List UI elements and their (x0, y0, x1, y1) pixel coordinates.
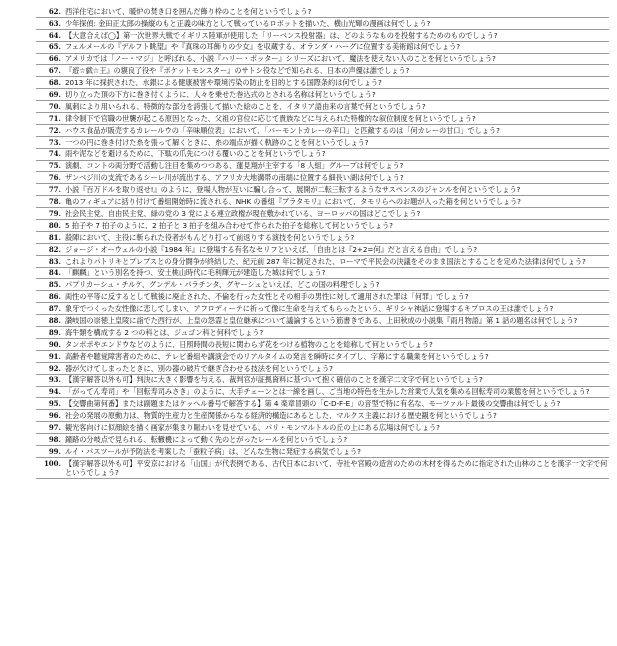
question-row (36, 291, 609, 303)
question-text: 5 拍子や 7 拍子のように、2 拍子と 3 拍子を組み合わせて作られた拍子を総称して何というでしょう? (65, 220, 393, 230)
question-row (36, 410, 609, 422)
question-number: 100. (43, 458, 61, 468)
question-number: 66. (48, 54, 61, 64)
question-text: ルイ・パスツールが予防法を考案した「蚕粒子病」は、どんな生物に発症する病気でしょう? (65, 446, 361, 456)
question-number: 71. (48, 113, 61, 123)
question-row (36, 446, 609, 458)
question-row (36, 30, 609, 42)
question-number: 63. (48, 18, 61, 28)
question-row (36, 363, 609, 375)
question-text: 海牛類を構成する 2 つの科とは、ジュゴン科と何科でしょう? (65, 327, 264, 337)
question-number: 78. (48, 197, 61, 207)
question-text: 演劇、コントの両分野で活動し注目を集めつつある、蓮見翔が主宰する「8 人組」グループは何でしょう? (65, 161, 404, 171)
question-row (36, 42, 609, 54)
question-row (36, 172, 609, 184)
question-row (36, 375, 609, 387)
question-row (36, 339, 609, 351)
question-row (36, 232, 609, 244)
question-text: 殺陣において、主役に斬られた役者がもんどり打って前返りする演技を何というでしょう? (65, 232, 355, 242)
question-number: 70. (48, 101, 61, 111)
question-row (36, 220, 609, 232)
question-text: フェルメールの『デルフト眺望』や『真珠の耳飾りの少女』を収蔵する、オランダ・ハーグに位置する美術館は何でしょう? (65, 42, 460, 52)
question-row (36, 125, 609, 137)
question-row (36, 434, 609, 446)
question-row (36, 137, 609, 149)
question-number: 62. (48, 6, 61, 16)
question-row (36, 315, 609, 327)
question-number: 82. (48, 244, 61, 254)
question-row (36, 54, 609, 66)
question-row (36, 303, 609, 315)
question-row (36, 149, 609, 161)
question-row (36, 101, 609, 113)
question-row (36, 196, 609, 208)
question-text: 鐘路の分岐点で見られる、転轍機によって動く先のとがったレールを何というでしょう? (65, 434, 347, 444)
question-text: アメリカでは「ノー・マジ」と呼ばれる、小説『ハリー・ポッター』シリーズにおいて、魔法を使えない人のことを何というでしょう? (65, 54, 496, 64)
question-number: 84. (48, 268, 61, 278)
question-text: 西洋住宅において、暖炉の焚き口を囲んだ飾り枠のことを何というでしょう? (65, 6, 312, 16)
question-row (36, 398, 609, 410)
question-row (36, 268, 609, 280)
question-row (36, 89, 609, 101)
question-number: 99. (48, 446, 61, 456)
question-text: タンポポやエンドウなどのように、日照時間の長短に関わらず花をつける植物のことを総称して何というでしょう? (65, 339, 433, 349)
question-number: 94. (48, 387, 61, 397)
question-number: 85. (48, 280, 61, 290)
question-text: ザンベジ川の支流であるシーレ川が流出する、アフリカ大地溝帯の南端に位置する細長い湖は何でしょう? (65, 173, 404, 183)
question-text: ジョージ・オーウェルの小説『1984 年』に登場する有名なセリフといえば、「自由とは『2+2=何』だと言える自由」でしょう? (65, 244, 478, 254)
question-number: 73. (48, 137, 61, 147)
question-row (36, 65, 609, 77)
question-text: 讃岐国の崇徳上皇陵に詣でた西行が、上皇の怨霊と皇位継承について議論するという筋書きである、上田秋成の小説集『雨月物語』第 1 話の題名は何でしょう? (65, 315, 578, 325)
question-number: 79. (48, 208, 61, 218)
question-number: 80. (48, 220, 61, 230)
question-text: 高齢者や聴覚障害者のために、テレビ番組や講演会でのリアルタイムの発言を瞬時にタイプし、字幕にする職業を何というでしょう? (65, 351, 489, 361)
question-row (36, 161, 609, 173)
question-row (36, 184, 609, 196)
question-number: 96. (48, 411, 61, 421)
question-number: 74. (48, 149, 61, 159)
question-number: 76. (48, 173, 61, 183)
question-text: 社会民主党、自由民主党、緑の党の 3 党による連立政権が現在敷かれている、ヨーロッパの国はどこでしょう? (65, 208, 421, 218)
question-number: 69. (48, 90, 61, 100)
question-row (36, 387, 609, 399)
question-number: 87. (48, 304, 61, 314)
question-text: 亀のフィギュアに括り付けて番組開始時に流される、NHK の番組『ブラタモリ』において、タモリらへのお題が入った箱を何というでしょう? (65, 197, 521, 207)
question-text: 律令制下で官職の世襲が起こる原因となった、父祖の官位に応じて貴族などに与えられた特権的な叙位制度を何というでしょう? (65, 113, 476, 123)
question-text: 『遊☆戯☆王』の貘良了役や『ポケットモンスター』のサトシ役などで知られる、日本の声優は誰でしょう? (65, 66, 410, 76)
question-text: これよりパトリキとプレブスとの身分闘争が終結した、紀元前 287 年に制定された、ローマで平民会の決議をそのまま国法とすることを定めた法律は何でしょう? (65, 256, 586, 266)
question-text: 雨や泥などを避けるために、下駄の爪先につける覆いのことを何というでしょう? (65, 149, 326, 159)
question-row (36, 18, 609, 30)
question-number: 81. (48, 232, 61, 242)
question-number: 77. (48, 185, 61, 195)
question-number: 72. (48, 125, 61, 135)
question-row (36, 77, 609, 89)
question-row (36, 256, 609, 268)
question-text: 【漢字解答以外も可】判決に大きく影響を与える、裁判官が証拠資料に基づいて抱く確信のことを漢字二文字で何というでしょう? (65, 375, 483, 385)
question-row (36, 208, 609, 220)
question-text: 象牙でつくった女性像に恋してしまい、アフロディーテに祈って像に生命を与えてもらったという、ギリシャ神話に登場するキプロスの王は誰でしょう? (65, 304, 554, 314)
question-row (36, 458, 609, 479)
question-text: 【漢字解答以外も可】平安京における「山国」が代表例である、古代日本において、寺社や宮殿の造営のための木材を得るために指定された山林のことを漢字一文字で何というでしょう? (65, 458, 608, 477)
question-number: 83. (48, 256, 61, 266)
question-text: 「麒麟」という別名を持つ、安土桃山時代に毛利輝元が建造した城は何でしょう? (65, 268, 326, 278)
question-text: 風刺により用いられる、特徴的な部分を誇張して描いた絵のことを、イタリア語由来の言葉で何というでしょう? (65, 101, 426, 111)
question-number: 67. (48, 66, 61, 76)
question-number: 75. (48, 161, 61, 171)
question-number: 68. (48, 78, 61, 88)
question-row (36, 351, 609, 363)
question-number: 92. (48, 363, 61, 373)
question-text: パプリカーシュ・チルケ、グンデル・パラチンタ、グヤーシュといえば、どこの国の料理でしょう? (65, 280, 380, 290)
question-text: 少年探偵: 金田正太郎の操縦のもと正義の味方として戦っているロボットを描いた、横山光輝の漫画は何でしょう? (65, 18, 431, 28)
question-text: 器が欠けてしまったときに、別の器の破片で継ぎ合わせる技法を何というでしょう? (65, 363, 333, 373)
question-text: 小説『百万ドルを取り返せ!』のように、登場人物が互いに騙し合って、展開が二転三転するようなサスペンスのジャンルを何というでしょう? (65, 185, 521, 195)
question-text: 両性の平等に反するとして戦後に廃止された、不倫を行った女性とその相手の男性に対して適用された罪は「何罪」でしょう? (65, 292, 469, 302)
question-text: 【交響曲第何番】または副題またはケッヘル番号で解答する】第 4 楽章冒頭の「C-D-F-E」の音型で特に有名な、モーツァルト最後の交響曲は何でしょう? (65, 399, 561, 409)
question-row (36, 113, 609, 125)
question-number: 64. (48, 30, 61, 40)
question-number: 98. (48, 434, 61, 444)
question-number: 88. (48, 315, 61, 325)
question-row (36, 422, 609, 434)
question-text: 【大意合えば◯】第一次世界大戦でイギリス陸軍が使用した「リーベンス投射器」は、どのようなものを投射するためのものでしょう? (65, 30, 498, 40)
question-text: 観光客向けに似顔絵を描く画家が集まり賑わいを見せている、パリ・モンマルトルの丘の上にある広場は何でしょう? (65, 422, 440, 432)
question-number: 86. (48, 292, 61, 302)
question-text: ハウス食品が販売するカレールウの「辛味順位表」において、「バーモントカレーの辛口」と匹敵するのは「何カレーの甘口」でしょう? (65, 125, 500, 135)
question-number: 95. (48, 399, 61, 409)
question-number: 91. (48, 351, 61, 361)
question-number: 89. (48, 327, 61, 337)
question-text: 「がってん寿司」や「回転寿司みさき」のように、大手チェーンとは一線を画し、ご当地の特色を生かした営業で人気を集める回転寿司の業態を何というでしょう? (65, 387, 590, 397)
question-text: 2013 年に採択された、水銀による健康被害や環境汚染の防止を目的とする国際条約は何でしょう? (65, 78, 382, 88)
question-text: 社会の発展の原動力は、物質的生産力と生産関係からなる経済的構造にあるとした、マルクス主義における歴史観を何というでしょう? (65, 411, 497, 421)
question-row (36, 6, 609, 18)
question-text: 切り立った頂の下方に巻き付くように、人々を乗せた巻込式のとされる名称は何というでしょう? (65, 90, 376, 100)
question-number: 97. (48, 422, 61, 432)
question-row (36, 327, 609, 339)
question-number: 93. (48, 375, 61, 385)
question-row (36, 244, 609, 256)
question-number: 90. (48, 339, 61, 349)
question-number: 65. (48, 42, 61, 52)
question-row (36, 279, 609, 291)
question-text: 一つの円に巻き付けた糸を張って解くときに、糸の端点が描く軌跡のことを何というでしょう? (65, 137, 369, 147)
